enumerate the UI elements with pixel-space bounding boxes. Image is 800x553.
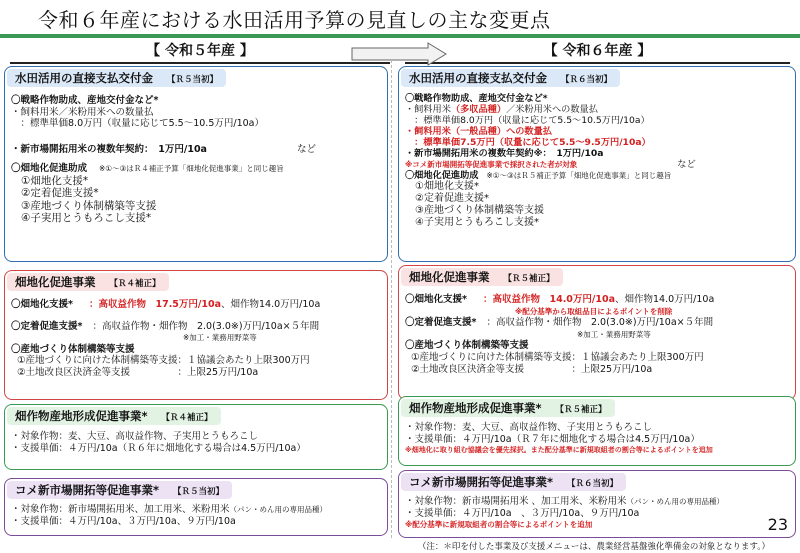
right-direct-line: ／米粉用米への数量払 [506,104,598,115]
right-hata-line: 〇畑地化支援* [405,294,467,305]
right-hata-note: ※加工・業務用野菜等 [577,329,651,339]
title-rule [0,34,800,38]
right-hata-highlight: ：高収益作物 14.0万円/10a [482,294,616,305]
left-hata-highlight: ：高収益作物 17.5万円/10a [88,299,222,310]
page-number: 23 [767,515,788,534]
left-hata-line: 〇定着促進支援* [11,320,83,332]
left-direct-title: 水田活用の直接支払交付金 [15,71,153,85]
left-hata-line: 、畑作物14.0万円/10a [221,299,321,310]
left-column-header: 【 令和５年産 】 [10,40,390,64]
right-direct-payment-header [401,69,620,87]
right-direct-item: ①畑地化支援* [415,181,479,192]
left-kome-note: （パン・めん用の専用品種） [229,505,328,514]
page-title: 令和６年産における水田活用予算の見直しの主な変更点 [38,8,551,32]
right-hata-body [405,294,791,375]
right-hatasaku-header [401,399,615,417]
right-kome-tag: 【Ｒ６当初】 [567,479,619,489]
right-direct-highlight: （一般品種） [450,126,507,137]
left-hata-title: 畑地化促進事業 [15,275,96,289]
right-hatasaku-title: 畑作物産地形成促進事業* [409,401,542,415]
left-kome-title: コメ新市場開拓等促進事業* [15,483,160,497]
left-hatasaku-box [4,404,388,470]
right-direct-line: など [677,159,696,170]
right-kome-note: （パン・めん用の専用品種） [626,497,725,506]
right-hatasaku-note: ※畑地化に取り組む協議会を優先採択。また配分基準に新規取組者の割合等によるポイントを追加 [405,446,713,455]
left-kome-line: ・支援単価：４万円/10a、３万円/10a、９万円/10a [11,515,236,527]
left-direct-line: など [296,143,316,155]
left-hata-item: ①産地づくりに向けた体制構築等支援：１協議会あたり上限300万円 [17,355,310,367]
left-kome-body [11,504,383,527]
left-hata-tag: 【Ｒ４補正】 [109,279,161,289]
right-hata-note: ※配分基準から取組品目によるポイントを削除 [515,306,673,316]
right-hata-line: 〇定着促進支援* [405,317,477,329]
left-kome-box [4,478,388,536]
right-hata-header [401,268,563,286]
right-direct-line: ・新市場開拓用米の複数年契約※： 1万円/10a [405,148,604,159]
right-direct-title: 水田活用の直接支払交付金 [409,71,547,85]
right-direct-item: ②定着促進支援* [415,193,489,204]
left-direct-item: ①畑地化支援* [21,174,89,187]
right-direct-highlight: への数量払 [506,126,552,137]
right-direct-line: ・飼料用米 [405,104,451,115]
left-hata-note: ※加工・業務用野菜等 [183,333,257,343]
left-hatasaku-header [7,407,221,425]
left-direct-line: ・新市場開拓用米の複数年契約： 1万円/10a [11,143,207,155]
right-direct-tag: 【Ｒ６当初】 [561,75,613,85]
right-hata-line: 〇産地づくり体制構築等支援 [405,340,529,352]
right-kome-line: ・対象作物：新市場開拓用米 、加工用米、米粉用米 [405,496,627,507]
right-kome-line: ・支援単価：４万円/10a 、３万円/10a、９万円/10a [405,507,640,519]
right-direct-payment-box [398,66,796,262]
right-direct-highlight: ：標準単価7.5万円（収量に応じて5.5～9.5万円/10a） [405,137,651,148]
right-hata-line: 、畑作物14.0万円/10a [615,294,715,305]
left-direct-item: ③産地づくり体制構築等支援 [21,199,157,212]
right-hata-title: 畑地化促進事業 [409,270,490,284]
right-kome-header [401,473,626,491]
right-direct-item: ④子実用とうもろこし支援* [415,217,539,228]
left-hata-header [7,273,169,291]
right-direct-item: ③産地づくり体制構築等支援 [415,205,544,216]
right-direct-highlight: ・飼料用米 [405,126,451,137]
left-hatasaku-title: 畑作物産地形成促進事業* [15,409,148,423]
left-hata-line: 〇畑地化支援* [11,299,73,310]
right-hata-line: ：高収益作物・畑作物 2.0(3.0※)万円/10a×５年間 [486,317,714,329]
left-hata-line: 〇産地づくり体制構築等支援 [11,343,135,355]
right-direct-line: 〇戦略作物助成、産地交付金など* [405,93,548,104]
left-direct-payment-box [4,66,388,262]
right-hatasaku-line: ・対象作物：麦、大豆、高収益作物、子実用とうもろこし [405,422,653,433]
right-column-header: 【 令和６年産 】 [405,40,790,64]
left-direct-line: 〇畑地化促進助成 [11,163,88,175]
left-direct-body [11,95,383,225]
left-kome-tag: 【Ｒ５当初】 [173,487,225,497]
right-hatasaku-tag: 【Ｒ５補正】 [555,405,607,415]
left-kome-header [7,481,232,499]
left-direct-line: 〇戦略作物助成、産地交付金など* [11,95,159,106]
right-hata-box [398,265,796,400]
left-hatasaku-tag: 【Ｒ４補正】 [161,413,213,423]
left-direct-item: ④子実用とうもろこし支援* [21,212,152,225]
right-hatasaku-line: ・支援単価：４万円/10a（Ｒ７年に畑地化する場合は4.5万円/10a） [405,433,700,445]
left-hata-item: ②土地改良区決済金等支援 ：上限25万円/10a [17,366,259,378]
left-hata-body [11,299,383,379]
right-hata-item: ①産地づくりに向けた体制構築等支援：１協議会あたり上限300万円 [411,351,704,363]
column-divider [391,60,392,538]
left-kome-line: ・対象作物：新市場開拓用米、加工用米、米粉用米 [11,504,230,515]
right-kome-note: ※配分基準に新規取組者の割合等によるポイントを追加 [405,520,593,530]
left-hatasaku-body [11,431,383,454]
left-direct-payment-header [7,69,226,87]
left-direct-tag: 【Ｒ５当初】 [167,75,219,85]
right-hatasaku-box [398,396,796,466]
left-hata-line: ：高収益作物・畑作物 2.0(3.0※)万円/10a×５年間 [92,320,320,332]
left-hatasaku-line: ・支援単価：４万円/10a（Ｒ６年に畑地化する場合は4.5万円/10a） [11,442,306,454]
right-direct-highlight: （多収品種） [450,104,507,115]
left-direct-item: ②定着促進支援* [21,187,99,200]
right-direct-line: 〇畑地化促進助成 [405,170,479,181]
right-direct-line: ：標準単価8.0万円（収量に応じて5.5～10.5万円/10a） [405,115,650,126]
footnote: （注：＊印を付した事業及び支援メニューは、農業経営基盤強化準備金の対象となります。） [417,542,770,552]
left-hata-box [4,270,388,400]
left-hatasaku-line: ・対象作物：麦、大豆、高収益作物、子実用とうもろこし [11,431,259,442]
right-direct-body [405,93,791,229]
left-direct-line: ・飼料用米／米粉用米への数量払 [11,106,154,118]
left-direct-note: ※①～③はＲ４補正予算「畑地化促進事業」と同じ趣旨 [99,164,284,174]
right-kome-title: コメ新市場開拓等促進事業* [409,475,554,489]
right-kome-box [398,470,796,538]
arrow-right-icon [350,42,450,66]
right-hatasaku-body [405,422,791,457]
left-direct-line: ：標準単価8.0万円（収量に応じて5.5～10.5万円/10a） [11,118,264,130]
right-hata-tag: 【Ｒ５補正】 [503,274,555,284]
right-kome-body [405,496,791,531]
right-direct-note: ※コメ新市場開拓等促進事業で採択された者が対象 [405,160,578,169]
right-hata-item: ②土地改良区決済金等支援 ：上限25万円/10a [411,363,653,375]
right-direct-note: ※①～③はＲ５補正予算「畑地化促進事業」と同じ趣旨 [486,171,672,180]
